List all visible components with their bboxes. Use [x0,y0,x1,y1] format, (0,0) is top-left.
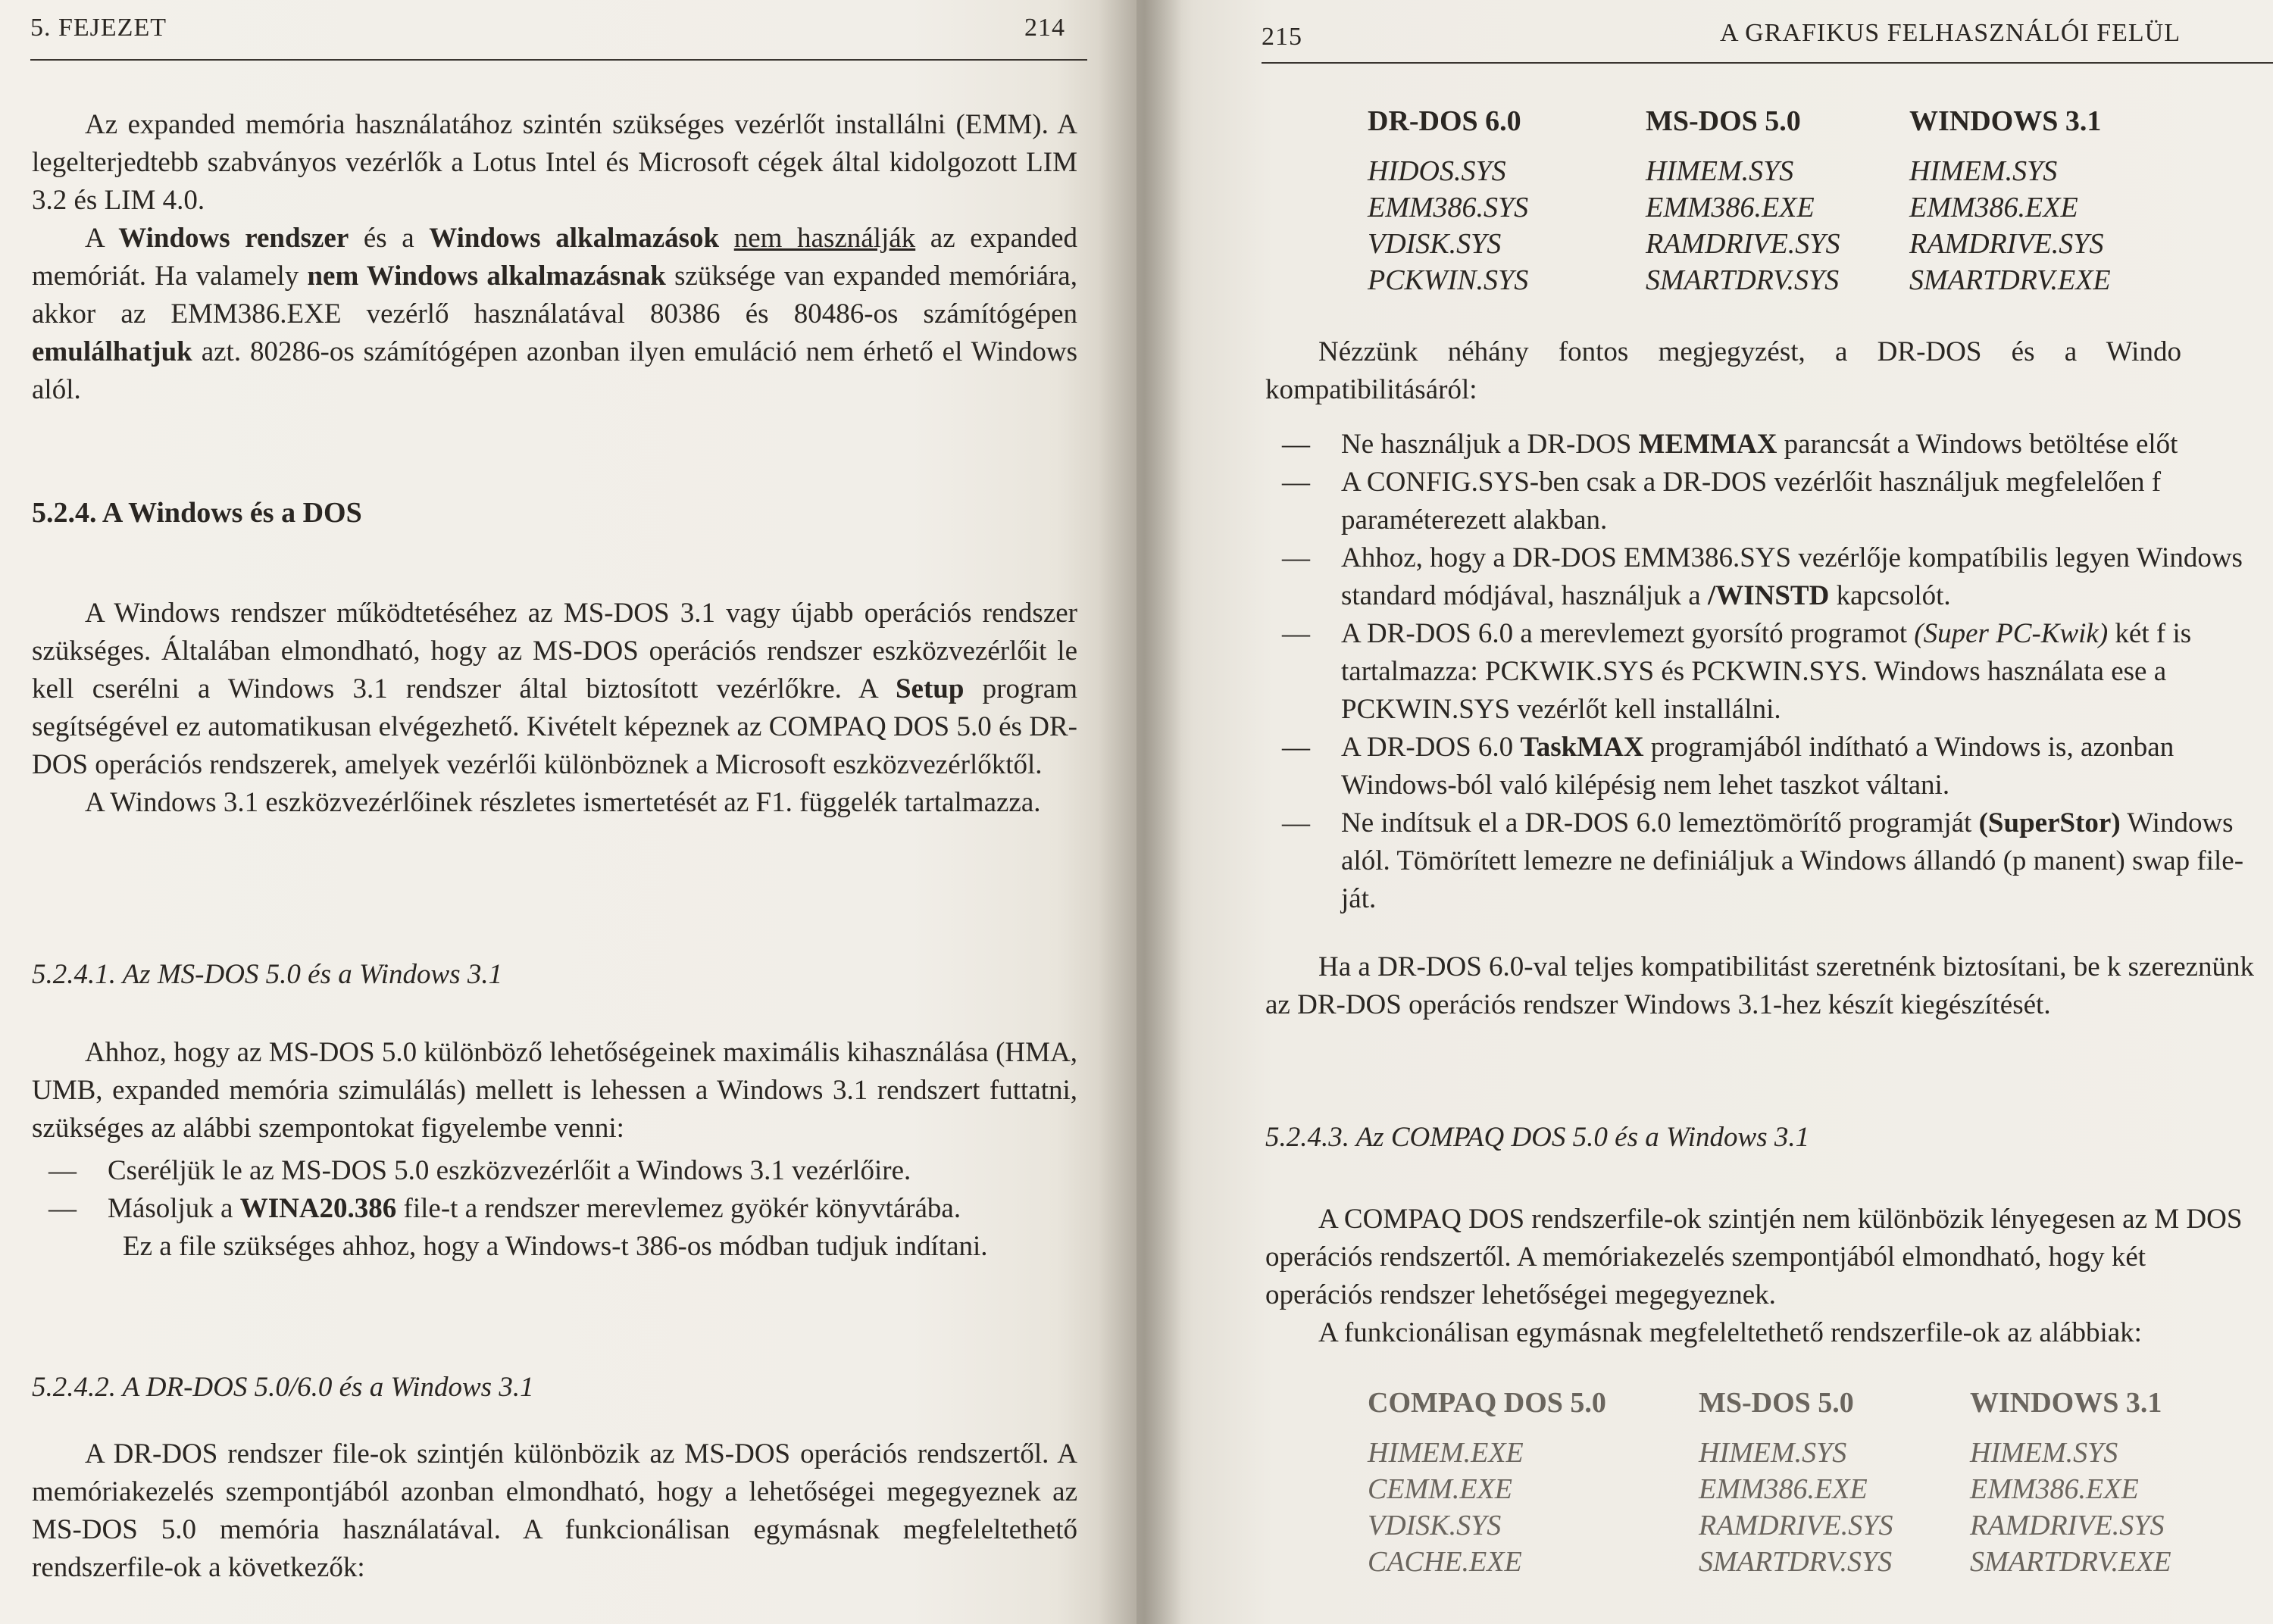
paragraph: Az expanded memória használatához szintén szükséges vezérlőt installálni (EMM). A legelterjedtebb szabványos vezérlők a Lotus Intel és Microsoft cégek által kidolgozott LIM 3.2 és LIM 4.0. [32,109,1077,216]
header-rule [1262,62,2273,64]
table-cell: SMARTDRV.EXE [1909,264,2111,296]
list-item: — A CONFIG.SYS-ben csak a DR-DOS vezérlőit használjuk megfelelően f paraméterezett alakban. [1265,464,2258,539]
table-cell: HIMEM.SYS [1646,155,1794,187]
driver-table-compaq [1368,1386,2262,1613]
table-cell: HIDOS.SYS [1368,155,1506,187]
table-cell: RAMDRIVE.SYS [1646,228,1840,260]
list-item: — Ahhoz, hogy a DR-DOS EMM386.SYS vezérlője kompatíbilis legyen Windows standard módjával, használjuk a /WINSTD kapcsolót. [1265,539,2258,615]
paragraph: Ha a DR-DOS 6.0-val teljes kompatibilitást szeretnénk biztosítani, be k szereznünk az DR-DOS operációs rendszer Windows 3.1-hez készít kiegészítését. [1265,951,2255,1020]
paragraph: Nézzünk néhány fontos megjegyzést, a DR-DOS és a Windo kompatibilitásáról: [1265,336,2181,405]
intro-block [32,106,1077,409]
table-cell: HIMEM.SYS [1909,155,2058,187]
section-title: 5.2.4. A Windows és a DOS [32,497,362,529]
list-item: — Másoljuk a WINA20.386 file-t a rendszer merevlemez gyökér könyvtárába. [32,1190,1077,1228]
running-head-title: A GRAFIKUS FELHASZNÁLÓI FELÜL [1720,19,2181,47]
column-header: MS-DOS 5.0 [1646,105,1801,137]
list-item: — Ne használjuk a DR-DOS MEMMAX parancsát a Windows betöltése előt [1265,426,2258,464]
paragraph: Ahhoz, hogy az MS-DOS 5.0 különböző lehetőségeinek maximális kihasználása (HMA, UMB, expanded memória szimulálás) mellett is lehessen a Windows 3.1 rendszert futtatni, szükséges az alábbi szempontokat figyelembe venni: [32,1037,1077,1144]
notes-block [1265,333,2258,1024]
section-body [32,595,1077,822]
table-cell: EMM386.EXE [1970,1473,2139,1505]
column-header: WINDOWS 3.1 [1909,105,2102,137]
header-rule [30,59,1087,61]
table-cell: HIMEM.SYS [1699,1437,1847,1469]
table-cell: RAMDRIVE.SYS [1909,228,2104,260]
table-cell: VDISK.SYS [1368,228,1502,260]
subsection-title: 5.2.4.2. A DR-DOS 5.0/6.0 és a Windows 3.1 [32,1372,534,1403]
table-cell: EMM386.EXE [1699,1473,1868,1505]
paragraph: A funkcionálisan egymásnak megfeleltethető rendszerfile-ok az alábbiak: [1318,1317,2142,1348]
subsection-title: 5.2.4.3. Az COMPAQ DOS 5.0 és a Windows 3.1 [1265,1122,1810,1153]
column-header: DR-DOS 6.0 [1368,105,1521,137]
table-cell: HIMEM.SYS [1970,1437,2118,1469]
subsection-body [32,1034,1077,1266]
subsection-title: 5.2.4.1. Az MS-DOS 5.0 és a Windows 3.1 [32,959,503,990]
column-header: COMPAQ DOS 5.0 [1368,1387,1606,1419]
list-item: — Ne indítsuk el a DR-DOS 6.0 lemeztömörítő programját (SuperStor) Windows alól. Tömörített lemezre ne definiáljuk a Windows állandó (p manent) swap file-ját. [1265,804,2258,918]
table-cell: EMM386.EXE [1909,192,2078,223]
column-header: WINDOWS 3.1 [1970,1387,2162,1419]
running-head-chapter: 5. FEJEZET [30,14,167,42]
right-page [1136,0,2273,1624]
table-cell: PCKWIN.SYS [1368,264,1529,296]
paragraph: Ez a file szükséges ahhoz, hogy a Windows-t 386-os módban tudjuk indítani. [123,1231,988,1262]
page-number: 215 [1262,23,1302,51]
table-cell: SMARTDRV.EXE [1970,1546,2171,1578]
driver-table-drdos [1368,105,2262,309]
table-cell: CACHE.EXE [1368,1546,1522,1578]
column-header: MS-DOS 5.0 [1699,1387,1854,1419]
table-cell: EMM386.SYS [1368,192,1529,223]
list-item: — A DR-DOS 6.0 TaskMAX programjából indítható a Windows is, azonban Windows-ból való kilépésig nem lehet taszkot váltani. [1265,729,2258,804]
table-cell: SMARTDRV.SYS [1646,264,1840,296]
table-cell: RAMDRIVE.SYS [1699,1510,1893,1541]
page-number: 214 [1024,14,1065,42]
table-cell: EMM386.EXE [1646,192,1815,223]
paragraph: A Windows 3.1 eszközvezérlőinek részletes ismertetését az F1. függelék tartalmazza. [85,787,1041,818]
book-gutter [1099,0,1182,1624]
paragraph: A Windows rendszer és a Windows alkalmazások nem használják az expanded memóriát. Ha valamely nem Windows alkalmazásnak szüksége van expanded memóriára, akkor az EMM386.EXE vezérlő használatával 80386 és 80486-os számítógépen emulálhatjuk azt. 80286-os számítógépen azonban ilyen emuláció nem érhető el Windows alól. [32,223,1077,405]
table-cell: RAMDRIVE.SYS [1970,1510,2165,1541]
table-cell: CEMM.EXE [1368,1473,1513,1505]
paragraph: A DR-DOS rendszer file-ok szintjén különbözik az MS-DOS operációs rendszertől. A memóriakezelés szempontjából azonban elmondható, hogy a lehetőségei megegyeznek az MS-DOS 5.0 memória használatával. A funkcionálisan egymásnak megfeleltethető rendszerfile-ok a következők: [32,1438,1077,1583]
list-item: — Cseréljük le az MS-DOS 5.0 eszközvezérlőit a Windows 3.1 vezérlőire. [32,1152,1077,1190]
subsection-body [32,1435,1077,1587]
table-cell: SMARTDRV.SYS [1699,1546,1893,1578]
subsection-body [1265,1201,2258,1352]
table-cell: VDISK.SYS [1368,1510,1502,1541]
list-item: — A DR-DOS 6.0 a merevlemezt gyorsító programot (Super PC-Kwik) két f is tartalmazza: PCKWIK.SYS és PCKWIN.SYS. Windows használata ese a PCKWIN.SYS vezérlőt kell installálni. [1265,615,2258,729]
table-cell: HIMEM.EXE [1368,1437,1524,1469]
paragraph: A COMPAQ DOS rendszerfile-ok szintjén nem különbözik lényegesen az M DOS operációs rendszertől. A memóriakezelés szempontjából elmondható, hogy két operációs rendszer lehetőségei megegyeznek. [1265,1204,2243,1310]
paragraph: A Windows rendszer működtetéséhez az MS-DOS 3.1 vagy újabb operációs rendszer szükséges. Általában elmondható, hogy az MS-DOS operációs rendszer eszközvezérlőit le kell cserélni a Windows 3.1 rendszer által biztosított vezérlőkre. A Setup program segítségével ez automatikusan elvégezhető. Kivételt képeznek az COMPAQ DOS 5.0 és DR-DOS operációs rendszerek, amelyek vezérlői különböznek a Microsoft eszközvezérlőktől. [32,598,1077,780]
left-page [0,0,1136,1624]
